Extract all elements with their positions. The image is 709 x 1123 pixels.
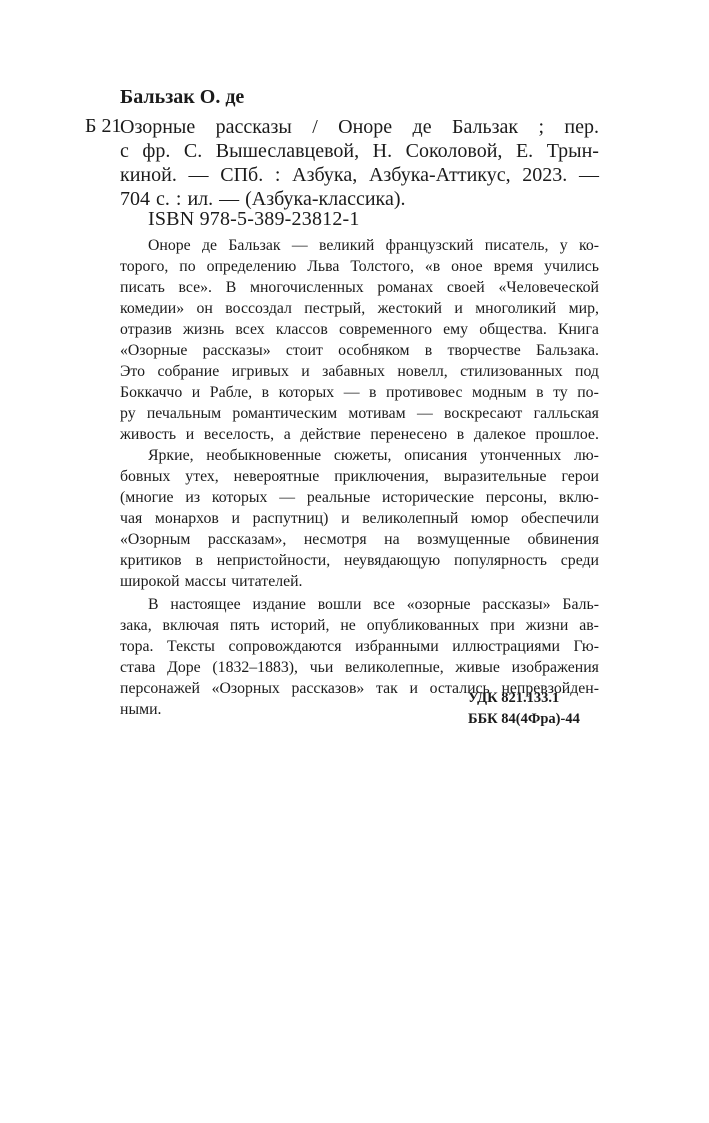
word: пестрый, xyxy=(304,300,366,317)
annotation-line xyxy=(120,636,599,657)
word: в xyxy=(536,384,544,401)
annotation-line xyxy=(120,466,599,487)
word: иллюстрациями xyxy=(452,638,560,655)
word: издание xyxy=(252,596,306,613)
word: ав- xyxy=(579,617,599,634)
word: чая xyxy=(120,510,143,527)
word: воссоздал xyxy=(225,300,292,317)
word: Вышеславцевой, xyxy=(215,140,360,162)
word: монархов xyxy=(154,510,219,527)
word: он xyxy=(196,300,213,317)
word: время xyxy=(493,258,534,275)
word: писатель, xyxy=(484,237,549,254)
annotation-line xyxy=(120,571,599,592)
word: С. xyxy=(183,140,203,162)
word: все». xyxy=(178,279,212,296)
word: Озорные xyxy=(120,116,196,138)
word: классов xyxy=(275,321,328,338)
word: а xyxy=(283,426,291,443)
word: историй, xyxy=(270,617,330,634)
word: пять xyxy=(229,617,260,634)
word: французский xyxy=(385,237,474,254)
word: Льва xyxy=(307,258,340,275)
word: жестокий xyxy=(377,300,442,317)
word: писать xyxy=(120,279,165,296)
word: не xyxy=(340,617,356,634)
word: и xyxy=(191,384,201,401)
word: рассказам», xyxy=(207,531,287,548)
word: мир, xyxy=(568,300,599,317)
word: среди xyxy=(560,552,599,569)
annotation-line xyxy=(120,382,599,403)
annotation-line xyxy=(120,403,599,424)
word: жизни xyxy=(525,617,569,634)
word: творчестве xyxy=(447,342,521,359)
word: става xyxy=(120,659,156,676)
word: непревзойден- xyxy=(501,680,599,697)
word: многочисленных xyxy=(249,279,364,296)
bib-line xyxy=(120,139,599,163)
annotation-line xyxy=(120,550,599,571)
word: романтическим xyxy=(232,405,338,422)
word: Азбука-Аттикус, xyxy=(368,164,511,186)
word: у xyxy=(559,237,568,254)
word: киной. xyxy=(120,164,177,186)
word: — xyxy=(343,384,360,401)
word: общества. xyxy=(479,321,547,338)
word: в xyxy=(456,426,465,443)
word: (Азбука-классика). xyxy=(245,188,406,210)
word: : xyxy=(175,188,182,210)
annotation-line xyxy=(120,319,599,340)
word: популярность xyxy=(454,552,547,569)
word: комедии» xyxy=(120,300,185,317)
word: массы xyxy=(184,573,227,590)
word: печальным xyxy=(146,405,222,422)
word: из xyxy=(185,489,201,506)
word: исторические xyxy=(382,489,474,506)
word: Баль- xyxy=(562,596,599,613)
word: Боккаччо xyxy=(120,384,183,401)
word: собрание xyxy=(157,363,220,380)
annotation-line xyxy=(120,529,599,550)
word: реальные xyxy=(306,489,371,506)
author-heading: Бальзак О. де xyxy=(120,86,245,108)
bib-line xyxy=(120,115,599,139)
word: ту xyxy=(553,384,568,401)
word: несмотря xyxy=(303,531,367,548)
word: и xyxy=(341,510,350,527)
word: : xyxy=(274,164,281,186)
word: сюжеты, xyxy=(333,447,392,464)
word: опубликованных xyxy=(366,617,480,634)
word: веселость, xyxy=(203,426,275,443)
word: живые xyxy=(455,659,500,676)
word: описания xyxy=(404,447,468,464)
word: отразив xyxy=(120,321,172,338)
word: юмор xyxy=(471,510,509,527)
word: «в xyxy=(424,258,441,275)
word: Тексты xyxy=(167,638,215,655)
word: сопровождаются xyxy=(228,638,342,655)
word: так xyxy=(376,680,398,697)
annotation-line xyxy=(148,445,599,466)
word: ко- xyxy=(578,237,599,254)
word: Бальзак xyxy=(451,116,519,138)
word: стоит xyxy=(285,342,323,359)
word: галльская xyxy=(533,405,599,422)
word: современного xyxy=(338,321,433,338)
author-mark-code: Б 21 xyxy=(85,115,122,137)
word: Азбука, xyxy=(292,164,358,186)
word: все xyxy=(373,596,395,613)
bbk-classification: ББК 84(4Фра)-44 xyxy=(468,711,580,727)
word: далекое xyxy=(473,426,526,443)
word: всех xyxy=(235,321,265,338)
word: Толстого, xyxy=(350,258,414,275)
word: торого, xyxy=(120,258,169,275)
word: зака, xyxy=(120,617,152,634)
word: и xyxy=(301,363,310,380)
word: обеспечили xyxy=(521,510,599,527)
word: В xyxy=(225,279,237,296)
word: по- xyxy=(577,384,599,401)
word: великий xyxy=(319,237,375,254)
word: ру xyxy=(120,405,136,422)
word: рассказы» xyxy=(202,342,271,359)
annotation-line xyxy=(120,508,599,529)
annotation-line xyxy=(148,594,599,615)
word: СПб. xyxy=(220,164,264,186)
annotation-line xyxy=(148,235,599,256)
word: 704 xyxy=(120,188,150,210)
word: Бальзака. xyxy=(535,342,599,359)
word: по xyxy=(179,258,196,275)
word: в xyxy=(195,552,203,569)
word: возмущенные xyxy=(417,531,510,548)
word: изображения xyxy=(511,659,599,676)
word: — xyxy=(219,188,240,210)
annotation-line xyxy=(120,424,599,445)
word: Рабле, xyxy=(209,384,253,401)
word: Бальзак xyxy=(228,237,281,254)
word: с. xyxy=(156,188,170,210)
word: лю- xyxy=(573,447,599,464)
word: романах xyxy=(377,279,434,296)
word: де xyxy=(412,116,432,138)
word: ; xyxy=(538,116,545,138)
word: и xyxy=(409,680,418,697)
word: пер. xyxy=(564,116,599,138)
word: новелл, xyxy=(397,363,448,380)
word: персоны, xyxy=(485,489,548,506)
word: ными. xyxy=(120,701,162,718)
annotation-line xyxy=(120,615,599,636)
word: бовных xyxy=(120,468,171,485)
word: противовес xyxy=(386,384,463,401)
annotation-line xyxy=(120,298,599,319)
word: при xyxy=(490,617,515,634)
bib-line xyxy=(120,163,599,187)
word: и xyxy=(185,426,195,443)
word: Доре xyxy=(167,659,201,676)
annotation-line xyxy=(120,277,599,298)
word: многоликий xyxy=(475,300,557,317)
word: забавных xyxy=(322,363,385,380)
word: Соколовой, xyxy=(405,140,503,162)
isbn: ISBN 978-5-389-23812-1 xyxy=(148,208,360,230)
word: персонажей xyxy=(120,680,200,697)
word: чьи xyxy=(309,659,334,676)
word: (многие xyxy=(120,489,174,506)
word: учились xyxy=(544,258,599,275)
word: избранными xyxy=(355,638,439,655)
word: невероятные xyxy=(233,468,320,485)
word: рассказы xyxy=(215,116,292,138)
word: действие xyxy=(300,426,361,443)
word: вошли xyxy=(317,596,362,613)
word: — xyxy=(416,405,433,422)
word: ему xyxy=(443,321,469,338)
word: обвинения xyxy=(527,531,599,548)
word: «Озорные xyxy=(120,342,188,359)
word: Оноре xyxy=(148,237,191,254)
word: Е. xyxy=(515,140,534,162)
word: Н. xyxy=(372,140,393,162)
word: распутниц) xyxy=(252,510,329,527)
word: де xyxy=(201,237,218,254)
word: великолепные, xyxy=(345,659,444,676)
word: утех, xyxy=(185,468,219,485)
word: — xyxy=(579,164,599,186)
word: вклю- xyxy=(558,489,599,506)
word: — xyxy=(188,164,209,186)
word: игривых xyxy=(231,363,289,380)
word: которых xyxy=(211,489,268,506)
annotation-line xyxy=(120,657,599,678)
word: — xyxy=(291,237,308,254)
word: с xyxy=(120,140,129,162)
word: Оноре xyxy=(338,116,393,138)
word: Книга xyxy=(558,321,599,338)
word: прошлое. xyxy=(535,426,599,443)
word: / xyxy=(312,116,318,138)
word: «Озорных xyxy=(211,680,280,697)
word: читателей. xyxy=(231,573,303,590)
annotation-line xyxy=(120,487,599,508)
word: особняком xyxy=(338,342,410,359)
word: и xyxy=(231,510,240,527)
word: критиков xyxy=(120,552,182,569)
word: неувядающую xyxy=(343,552,441,569)
word: настоящее xyxy=(170,596,241,613)
word: ил. xyxy=(187,188,214,210)
word: которых xyxy=(278,384,335,401)
word: великолепный xyxy=(362,510,459,527)
word: оное xyxy=(451,258,483,275)
word: Трын- xyxy=(546,140,599,162)
annotation-line xyxy=(120,361,599,382)
word: выразительные xyxy=(443,468,547,485)
word: приключения, xyxy=(334,468,429,485)
annotation-line xyxy=(120,340,599,361)
word: под xyxy=(575,363,599,380)
word: перенесено xyxy=(370,426,448,443)
word: «озорные xyxy=(406,596,471,613)
word: своей xyxy=(446,279,485,296)
word: 2023. xyxy=(522,164,568,186)
word: рассказов» xyxy=(291,680,365,697)
word: Это xyxy=(120,363,146,380)
word: живость xyxy=(120,426,177,443)
word: в xyxy=(261,384,270,401)
word: воскресают xyxy=(443,405,523,422)
word: «Озорным xyxy=(120,531,191,548)
word: тора. xyxy=(120,638,154,655)
word: рассказы» xyxy=(482,596,551,613)
word: в xyxy=(369,384,377,401)
word: остались xyxy=(429,680,490,697)
word: жизнь xyxy=(183,321,225,338)
word: определению xyxy=(206,258,297,275)
word: утонченных xyxy=(479,447,562,464)
word: широкой xyxy=(120,573,180,590)
word: мотивам xyxy=(348,405,406,422)
word: Яркие, xyxy=(148,447,194,464)
word: на xyxy=(384,531,400,548)
word: включая xyxy=(162,617,219,634)
word: модным xyxy=(472,384,527,401)
word: В xyxy=(148,596,159,613)
word: — xyxy=(279,489,296,506)
annotation-line xyxy=(120,256,599,277)
word: фр. xyxy=(142,140,171,162)
word: необыкновенные xyxy=(206,447,322,464)
word: «Человеческой xyxy=(498,279,599,296)
udk-classification: УДК 821.133.1 xyxy=(468,690,560,706)
word: герои xyxy=(561,468,599,485)
word: стилизованных xyxy=(460,363,563,380)
word: (1832–1883), xyxy=(212,659,298,676)
word: непристойности, xyxy=(216,552,331,569)
word: и xyxy=(454,300,463,317)
word: Гю- xyxy=(573,638,599,655)
word: в xyxy=(424,342,433,359)
